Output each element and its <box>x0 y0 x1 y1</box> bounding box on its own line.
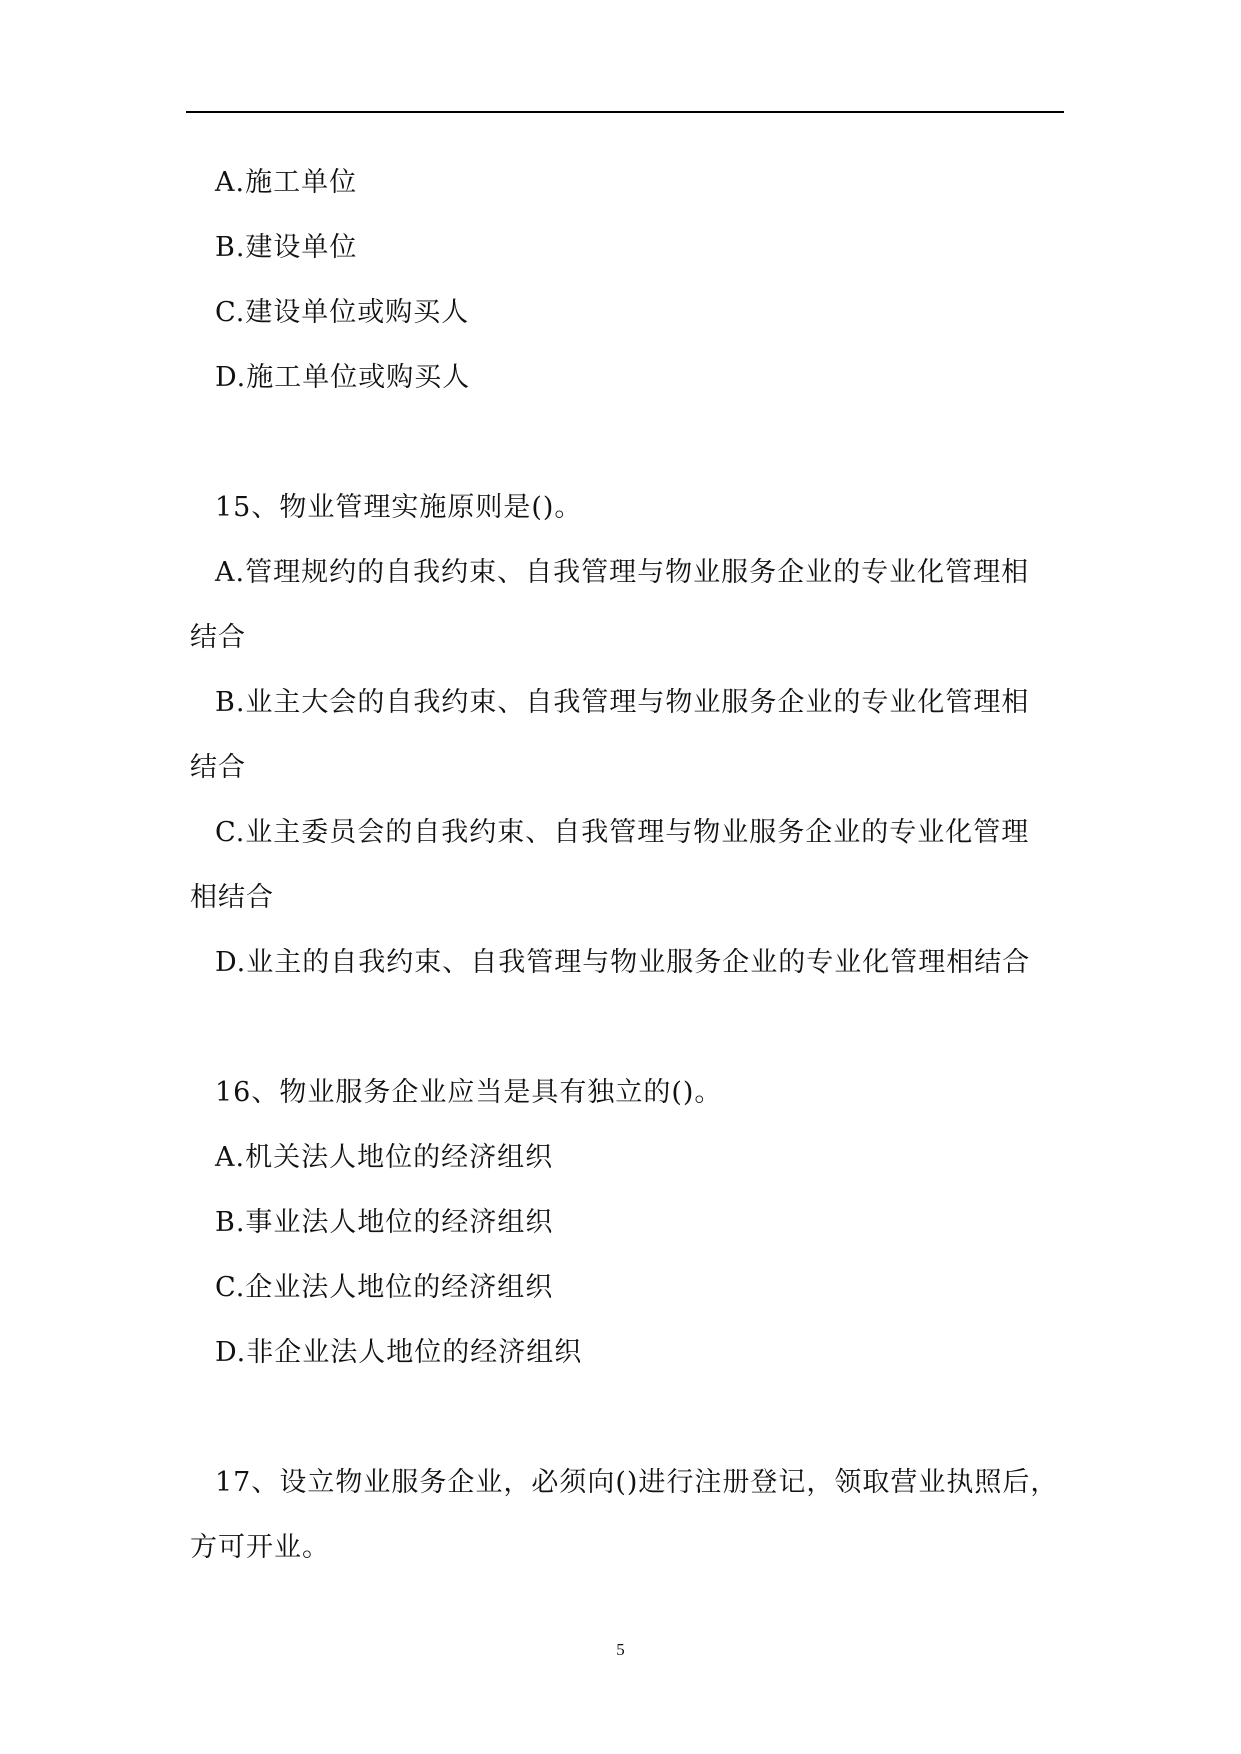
q15-option-c-continued: 相结合 <box>190 882 274 913</box>
q15-option-b: B.业主大会的自我约束、自我管理与物业服务企业的专业化管理相 <box>215 687 1030 718</box>
q15-option-b-continued: 结合 <box>190 752 246 783</box>
q17-stem: 17、设立物业服务企业，必须向()进行注册登记，领取营业执照后， <box>215 1467 1059 1498</box>
page-number: 5 <box>616 1640 625 1659</box>
q17-stem-continued: 方可开业。 <box>190 1532 330 1563</box>
spacer <box>190 410 1060 475</box>
q16-option-a: A.机关法人地位的经济组织 <box>215 1142 554 1173</box>
header-rule <box>186 111 1064 113</box>
q16-stem: 16、物业服务企业应当是具有独立的()。 <box>215 1077 723 1108</box>
q15-stem: 15、物业管理实施原则是()。 <box>215 492 583 523</box>
q16-option-b: B.事业法人地位的经济组织 <box>215 1207 554 1238</box>
q15-option-c: C.业主委员会的自我约束、自我管理与物业服务企业的专业化管理 <box>215 817 1030 848</box>
q15-option-d: D.业主的自我约束、自我管理与物业服务企业的专业化管理相结合 <box>215 947 1031 978</box>
spacer <box>190 995 1060 1060</box>
q16-option-d: D.非企业法人地位的经济组织 <box>215 1337 583 1368</box>
q14-option-a: A.施工单位 <box>215 167 358 198</box>
q15-option-a: A.管理规约的自我约束、自我管理与物业服务企业的专业化管理相 <box>215 557 1030 588</box>
q14-option-d: D.施工单位或购买人 <box>215 362 471 393</box>
spacer <box>190 1385 1060 1450</box>
q14-option-b: B.建设单位 <box>215 232 358 263</box>
q16-option-c: C.企业法人地位的经济组织 <box>215 1272 554 1303</box>
document-body <box>190 150 1060 1580</box>
q14-option-c: C.建设单位或购买人 <box>215 297 470 328</box>
q15-option-a-continued: 结合 <box>190 622 246 653</box>
